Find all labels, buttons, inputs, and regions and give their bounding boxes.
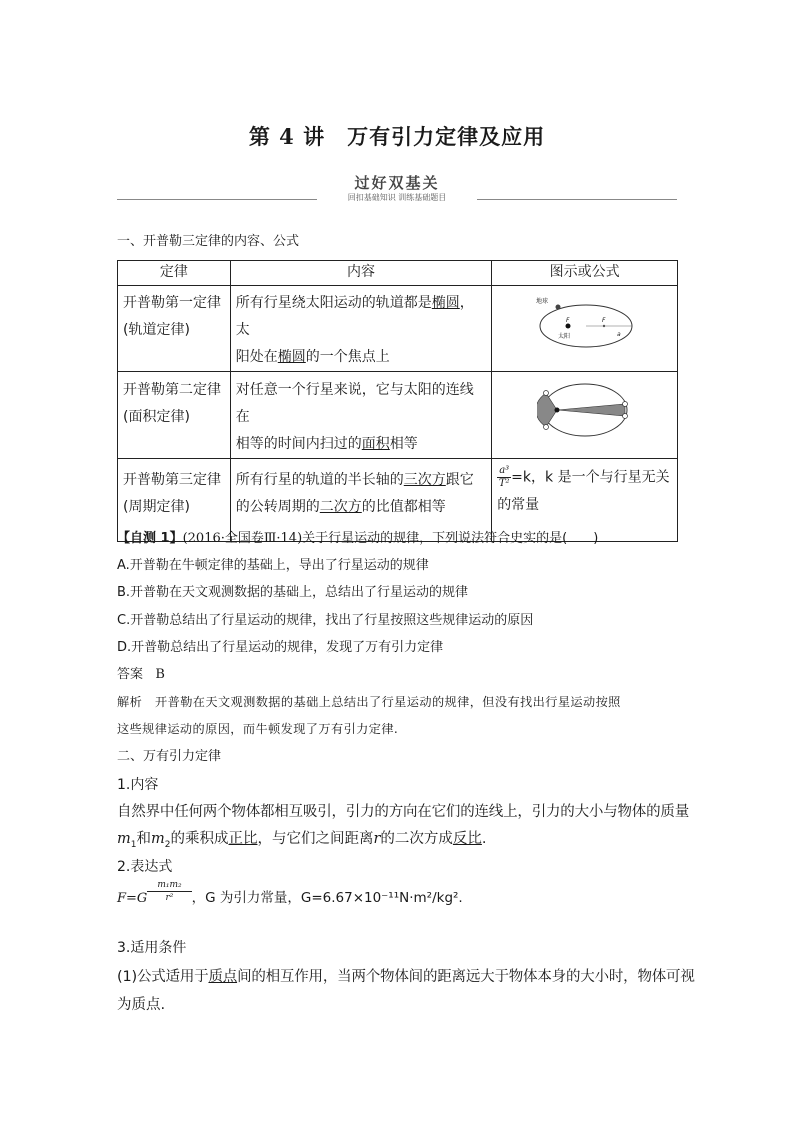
condition-text: (1)公式适用于	[117, 969, 209, 985]
statement-text: ，与它们之间距离	[257, 831, 374, 847]
focus-label: F	[601, 316, 606, 324]
option-d: D.开普勒总结出了行星运动的规律，发现了万有引力定律	[117, 640, 444, 655]
law-content-text: 阳处在	[235, 349, 278, 365]
fraction-denominator: T²	[498, 478, 510, 489]
statement-text: .	[481, 831, 487, 847]
law-name: 开普勒第三定律	[123, 472, 221, 488]
condition-text: 间的相互作用，当两个物体间的距离远大于物体本身的大小时，物体可视	[237, 969, 695, 985]
table-header-figure: 图示或公式	[492, 261, 678, 286]
law-keyword: 三次方	[403, 472, 446, 488]
option-a: A.开普勒在牛顿定律的基础上，导出了行星运动的规律	[117, 558, 429, 573]
table-header-content: 内容	[230, 261, 491, 286]
subheading-expression: 2.表达式	[117, 859, 173, 875]
law-content-text: 所有行星的轨道的半长轴的	[235, 472, 404, 488]
answer-line	[117, 666, 165, 684]
sun-label: 太阳	[557, 332, 570, 340]
distance-symbol: r	[373, 831, 381, 847]
law-alias: (周期定律)	[123, 499, 190, 515]
option-c: C.开普勒总结出了行星运动的规律，找出了行星按照这些规律运动的原因	[117, 613, 534, 628]
section1-heading: 一、开普勒三定律的内容、公式	[117, 234, 300, 249]
fraction-numerator: a³	[499, 465, 510, 476]
axis-label: a	[616, 330, 621, 338]
law-content-text: 对任意一个行星来说，它与太阳的连线在	[235, 382, 474, 425]
banner-subtitle: 回扣基础知识 训练基础题目	[347, 193, 447, 202]
table-header-row	[118, 261, 678, 286]
page-title: 第 4 讲 万有引力定律及应用	[248, 124, 546, 149]
table-header-law: 定律	[118, 261, 231, 286]
section-banner	[117, 172, 677, 208]
law-content-text: 相等	[389, 436, 418, 452]
analysis-text: 开普勒在天文观测数据的基础上总结出了行星运动的规律，但没有找出行星运动按照	[155, 695, 621, 709]
swept-area-left	[537, 393, 557, 427]
earth-label: 地球	[535, 297, 548, 305]
kepler-laws-table	[117, 260, 678, 542]
subheading-content: 1.内容	[117, 777, 159, 793]
mass-subscript: 1	[130, 839, 137, 850]
fraction-denominator: r²	[165, 893, 174, 903]
empty-focus	[602, 324, 604, 326]
law-alias: (面积定律)	[123, 409, 190, 425]
law-keyword: 面积	[361, 436, 390, 452]
selftest-question-text: 关于行星运动的规律，下列说法符合史实的是( )	[302, 531, 599, 546]
selftest-tag: 【自测 1】	[117, 531, 183, 546]
planet-position	[543, 425, 548, 430]
law-content-text: 相等的时间内扫过的	[235, 436, 362, 452]
condition-line-1	[117, 968, 695, 986]
law-statement-line-2	[117, 830, 487, 854]
law-alias: (轨道定律)	[123, 322, 190, 338]
law-name: 开普勒第一定律	[123, 295, 221, 311]
law-content-text: 的公转周期的	[235, 499, 320, 515]
mass-subscript: 2	[164, 839, 171, 850]
formula-text: 的常量	[497, 497, 540, 513]
law-content-text: 的一个焦点上	[305, 349, 390, 365]
answer-label: 答案	[117, 667, 144, 682]
law-content-cell	[230, 372, 491, 459]
section2-heading: 二、万有引力定律	[117, 749, 222, 764]
planet-position	[622, 414, 627, 419]
answer-value: B	[155, 667, 165, 682]
law-name-cell	[118, 286, 231, 372]
gravitation-formula	[117, 880, 463, 908]
law-name-cell	[118, 372, 231, 459]
analysis-label: 解析	[117, 695, 143, 709]
table-row	[118, 286, 678, 372]
swept-area-right	[557, 404, 625, 416]
planet-position	[622, 402, 627, 407]
elliptical-orbit-diagram	[530, 295, 640, 353]
formula-text: ，G 为引力常量，G=6.67×10⁻¹¹N·m²/kg².	[191, 890, 463, 906]
mass-symbol: m	[117, 831, 131, 847]
statement-keyword: 反比	[452, 831, 482, 847]
law-keyword: 椭圆	[431, 295, 460, 311]
earth-planet	[555, 304, 560, 309]
law-content-cell	[230, 286, 491, 372]
banner-title: 过好双基关	[354, 174, 440, 192]
law-content-text: 所有行星绕太阳运动的轨道都是	[235, 295, 432, 311]
selftest-source: (2016·全国卷Ⅲ·14)	[182, 531, 303, 546]
fraction-numerator: m₁m₂	[147, 879, 191, 892]
formula-lhs: F=G	[117, 891, 148, 906]
formula-text: =k，k 是一个与行星无关	[511, 469, 670, 486]
orbit-figure-cell	[492, 286, 678, 372]
planet-position	[543, 391, 548, 396]
sun-focus	[554, 408, 559, 413]
kepler-third-fraction	[497, 465, 511, 490]
area-figure-cell	[492, 372, 678, 459]
law-content-text: 跟它	[445, 472, 474, 488]
law-content-text: ，太	[235, 295, 474, 338]
analysis-line-1	[117, 693, 621, 711]
equal-area-diagram	[537, 380, 633, 440]
analysis-line-2: 这些规律运动的原因，而牛顿发现了万有引力定律.	[117, 722, 399, 736]
option-b: B.开普勒在天文观测数据的基础上，总结出了行星运动的规律	[117, 585, 469, 600]
statement-keyword: 正比	[228, 831, 258, 847]
subheading-conditions: 3.适用条件	[117, 940, 187, 956]
law-content-text: 的比值都相等	[361, 499, 446, 515]
selftest-question	[117, 530, 598, 548]
focus-label: F	[565, 316, 570, 324]
law-keyword: 二次方	[319, 499, 362, 515]
statement-text: 的二次方成	[380, 831, 453, 847]
law-name: 开普勒第二定律	[123, 382, 221, 398]
table-row	[118, 372, 678, 459]
gravitation-fraction	[147, 879, 191, 904]
statement-text: 的乘积成	[170, 831, 229, 847]
condition-keyword: 质点	[208, 969, 238, 985]
statement-text: 和	[136, 831, 151, 847]
law-statement-line-1: 自然界中任何两个物体都相互吸引，引力的方向在它们的连线上，引力的大小与物体的质量	[117, 804, 689, 820]
sun-focus	[565, 323, 570, 328]
law-keyword: 椭圆	[277, 349, 306, 365]
condition-line-2: 为质点.	[117, 997, 166, 1013]
mass-symbol: m	[150, 831, 165, 847]
